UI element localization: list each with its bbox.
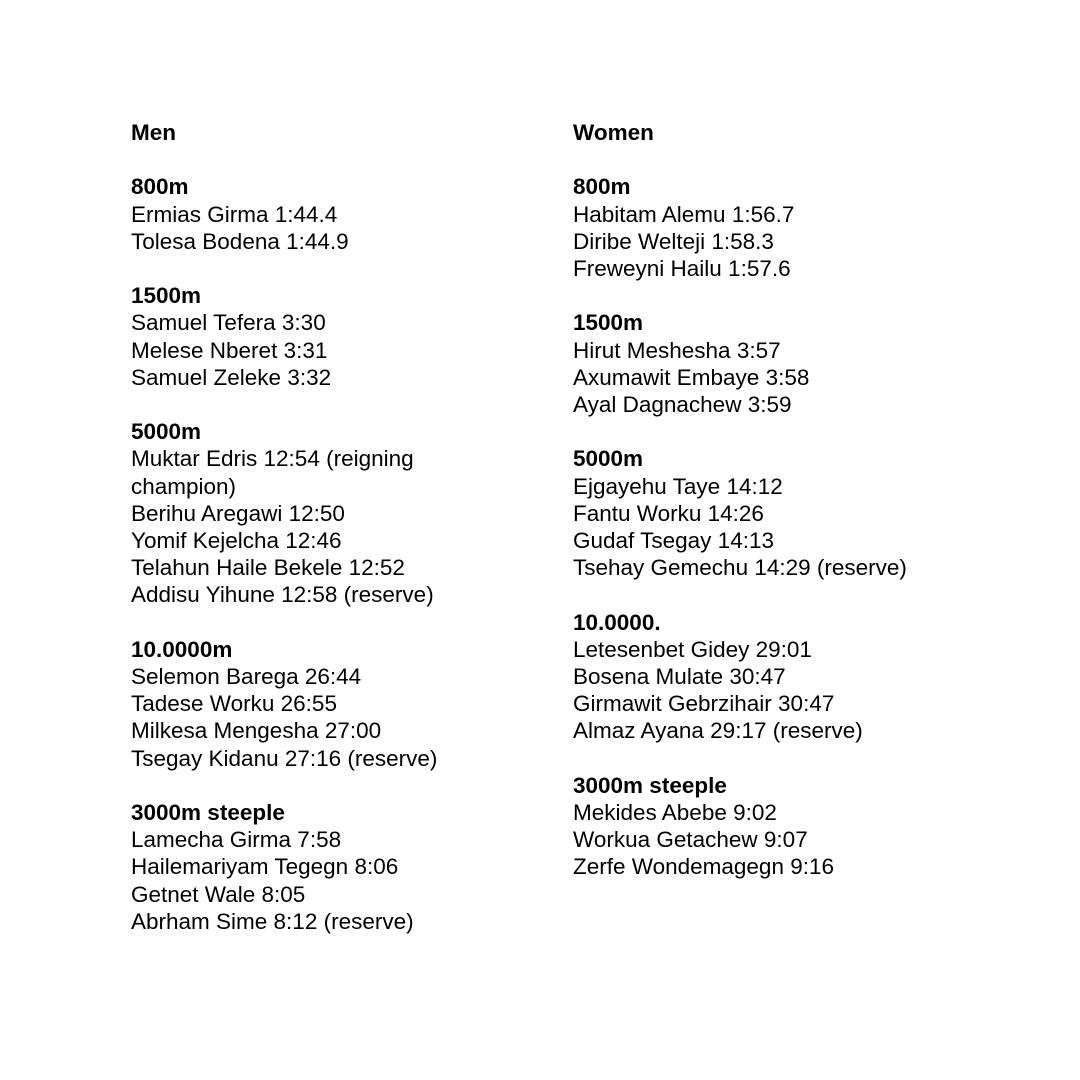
athlete-entry: Tadese Worku 26:55 [131, 691, 337, 717]
athlete-entry: Tsegay Kidanu 27:16 (reserve) [131, 745, 438, 771]
athlete-entry: Ermias Girma 1:44.4 [131, 201, 338, 227]
event-name: 3000m steeple [131, 800, 285, 825]
event-name: 1500m [131, 283, 202, 309]
men-event-3000m-steeple [131, 799, 461, 935]
athlete-entry: Axumawit Embaye 3:58 [573, 364, 810, 390]
athlete-entry: Abrham Sime 8:12 (reserve) [131, 908, 414, 934]
athlete-entry: Addisu Yihune 12:58 (reserve) [131, 582, 434, 608]
men-event-10000m [131, 636, 461, 772]
men-event-5000m [131, 418, 461, 608]
athlete-entry: Ejgayehu Taye 14:12 [573, 473, 783, 499]
women-column [573, 119, 953, 908]
event-name: 5000m [573, 446, 644, 472]
athlete-entry: Mekides Abebe 9:02 [573, 800, 777, 825]
athlete-entry: Girmawit Gebrzihair 30:47 [573, 691, 835, 717]
athlete-entry: Gudaf Tsegay 14:13 [573, 528, 774, 553]
men-column [131, 119, 461, 962]
women-event-5000m [573, 445, 953, 581]
athlete-entry: Samuel Zeleke 3:32 [131, 364, 332, 390]
athlete-entry: Freweyni Hailu 1:57.6 [573, 256, 791, 281]
athlete-entry: Zerfe Wondemagegn 9:16 [573, 854, 835, 880]
athlete-entry: Workua Getachew 9:07 [573, 827, 808, 853]
athlete-entry: Letesenbet Gidey 29:01 [573, 636, 812, 662]
women-heading: Women [573, 120, 654, 145]
athlete-entry: Yomif Kejelcha 12:46 [131, 528, 342, 553]
athlete-entry: Fantu Worku 14:26 [573, 500, 764, 526]
event-name: 10.0000m [131, 636, 233, 662]
athlete-entry: Berihu Aregawi 12:50 [131, 500, 345, 526]
athlete-entry: Telahun Haile Bekele 12:52 [131, 555, 405, 581]
athlete-entry: Samuel Tefera 3:30 [131, 310, 326, 336]
athlete-entry: Lamecha Girma 7:58 [131, 827, 342, 853]
athlete-entry: Diribe Welteji 1:58.3 [573, 228, 774, 254]
athlete-entry: Ayal Dagnachew 3:59 [573, 392, 792, 417]
women-event-10000m [573, 609, 953, 745]
women-event-800m [573, 173, 953, 282]
athlete-entry: Milkesa Mengesha 27:00 [131, 718, 382, 744]
athlete-entry: Almaz Ayana 29:17 (reserve) [573, 718, 863, 744]
athlete-entry: Tsehay Gemechu 14:29 (reserve) [573, 555, 907, 581]
event-name: 800m [131, 174, 189, 200]
event-name: 800m [573, 174, 631, 200]
event-name: 3000m steeple [573, 772, 727, 798]
athlete-entry: Bosena Mulate 30:47 [573, 664, 786, 689]
women-event-1500m [573, 309, 953, 418]
event-name: 10.0000. [573, 609, 661, 635]
event-name: 1500m [573, 310, 644, 336]
athlete-entry: Hirut Meshesha 3:57 [573, 337, 781, 363]
athlete-entry: Habitam Alemu 1:56.7 [573, 201, 795, 227]
event-name: 5000m [131, 419, 202, 445]
men-heading: Men [131, 120, 176, 145]
women-event-3000m-steeple [573, 772, 953, 881]
athlete-entry: Muktar Edris 12:54 (reigning champion) [131, 446, 414, 499]
men-event-800m [131, 173, 461, 255]
athlete-entry: Selemon Barega 26:44 [131, 664, 362, 689]
athlete-entry: Hailemariyam Tegegn 8:06 [131, 854, 399, 880]
athlete-entry: Getnet Wale 8:05 [131, 881, 306, 907]
athlete-entry: Tolesa Bodena 1:44.9 [131, 228, 349, 254]
athlete-entry: Melese Nberet 3:31 [131, 337, 328, 363]
men-event-1500m [131, 282, 461, 391]
